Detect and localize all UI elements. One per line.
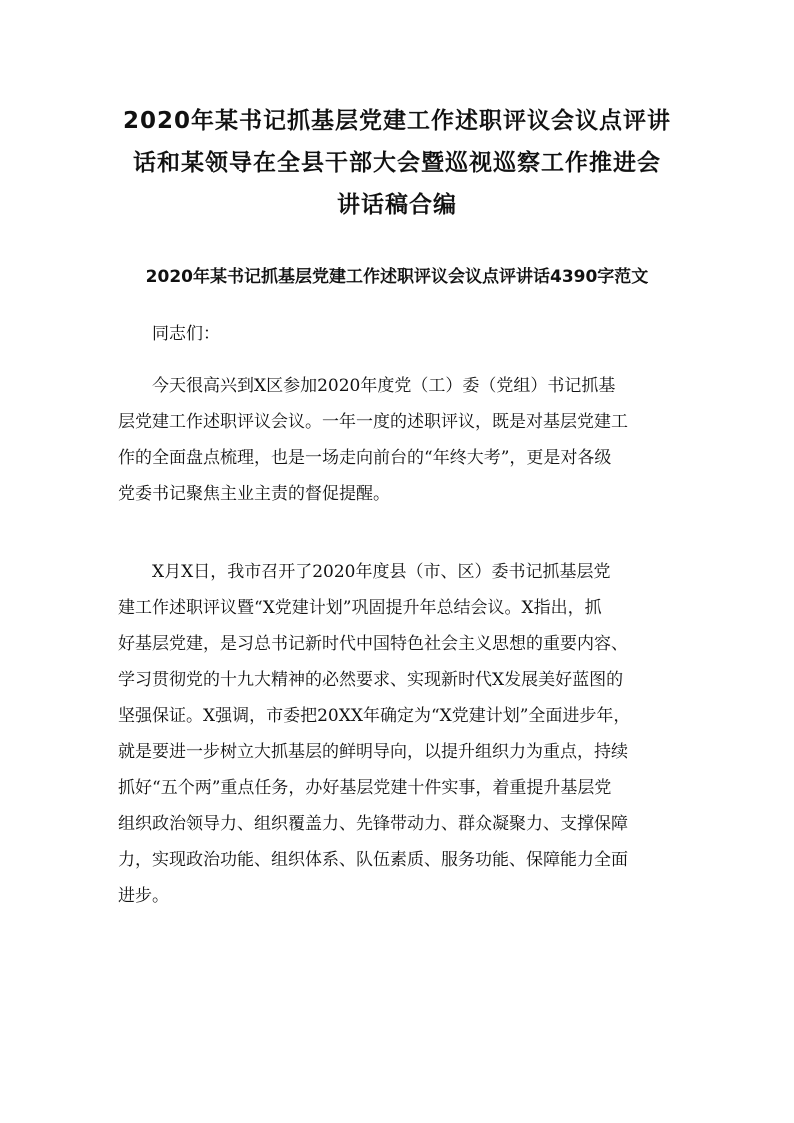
paragraph-line: 建工作述职评议暨“X党建计划”巩固提升年总结会议。X指出，抓 bbox=[118, 598, 602, 618]
greeting bbox=[118, 316, 688, 352]
paragraph-line: 作的全面盘点梳理，也是一场走向前台的“年终大考”，更是对各级 bbox=[118, 448, 612, 468]
greeting-text: 同志们： bbox=[152, 324, 220, 344]
paragraph-1 bbox=[118, 368, 688, 512]
paragraph-line: 层党建工作述职评议会议。一年一度的述职评议，既是对基层党建工 bbox=[118, 412, 628, 432]
paragraph-2 bbox=[118, 554, 688, 914]
title-line: 讲话稿合编 bbox=[337, 192, 457, 218]
paragraph-line: 抓好“五个两”重点任务，办好基层党建十件实事，着重提升基层党 bbox=[118, 778, 612, 798]
paragraph-line: 今天很高兴到X区参加2020年度党（工）委（党组）书记抓基 bbox=[152, 376, 616, 396]
paragraph-line: 好基层党建，是习总书记新时代中国特色社会主义思想的重要内容、 bbox=[118, 634, 628, 654]
paragraph-line: 组织政治领导力、组织覆盖力、先锋带动力、群众凝聚力、支撑保障 bbox=[118, 814, 628, 834]
paragraph-line: 就是要进一步树立大抓基层的鲜明导向，以提升组织力为重点，持续 bbox=[118, 742, 628, 762]
title-line: 2020年某书记抓基层党建工作述职评议会议点评讲 bbox=[122, 108, 671, 134]
paragraph-line: 党委书记聚焦主业主责的督促提醒。 bbox=[118, 484, 390, 504]
paragraph-line: 进步。 bbox=[118, 886, 169, 906]
paragraph-line: 学习贯彻党的十九大精神的必然要求、实现新时代X发展美好蓝图的 bbox=[118, 670, 624, 690]
document-subtitle: 2020年某书记抓基层党建工作述职评议会议点评讲话4390字范文 bbox=[145, 267, 649, 287]
paragraph-line: 坚强保证。X强调，市委把20XX年确定为“X党建计划”全面进步年， bbox=[118, 706, 631, 726]
title-line: 话和某领导在全县干部大会暨巡视巡察工作推进会 bbox=[133, 150, 661, 176]
document-title bbox=[100, 100, 694, 226]
paragraph-line: X月X日，我市召开了2020年度县（市、区）委书记抓基层党 bbox=[152, 562, 611, 582]
paragraph-line: 力，实现政治功能、组织体系、队伍素质、服务功能、保障能力全面 bbox=[118, 850, 628, 870]
